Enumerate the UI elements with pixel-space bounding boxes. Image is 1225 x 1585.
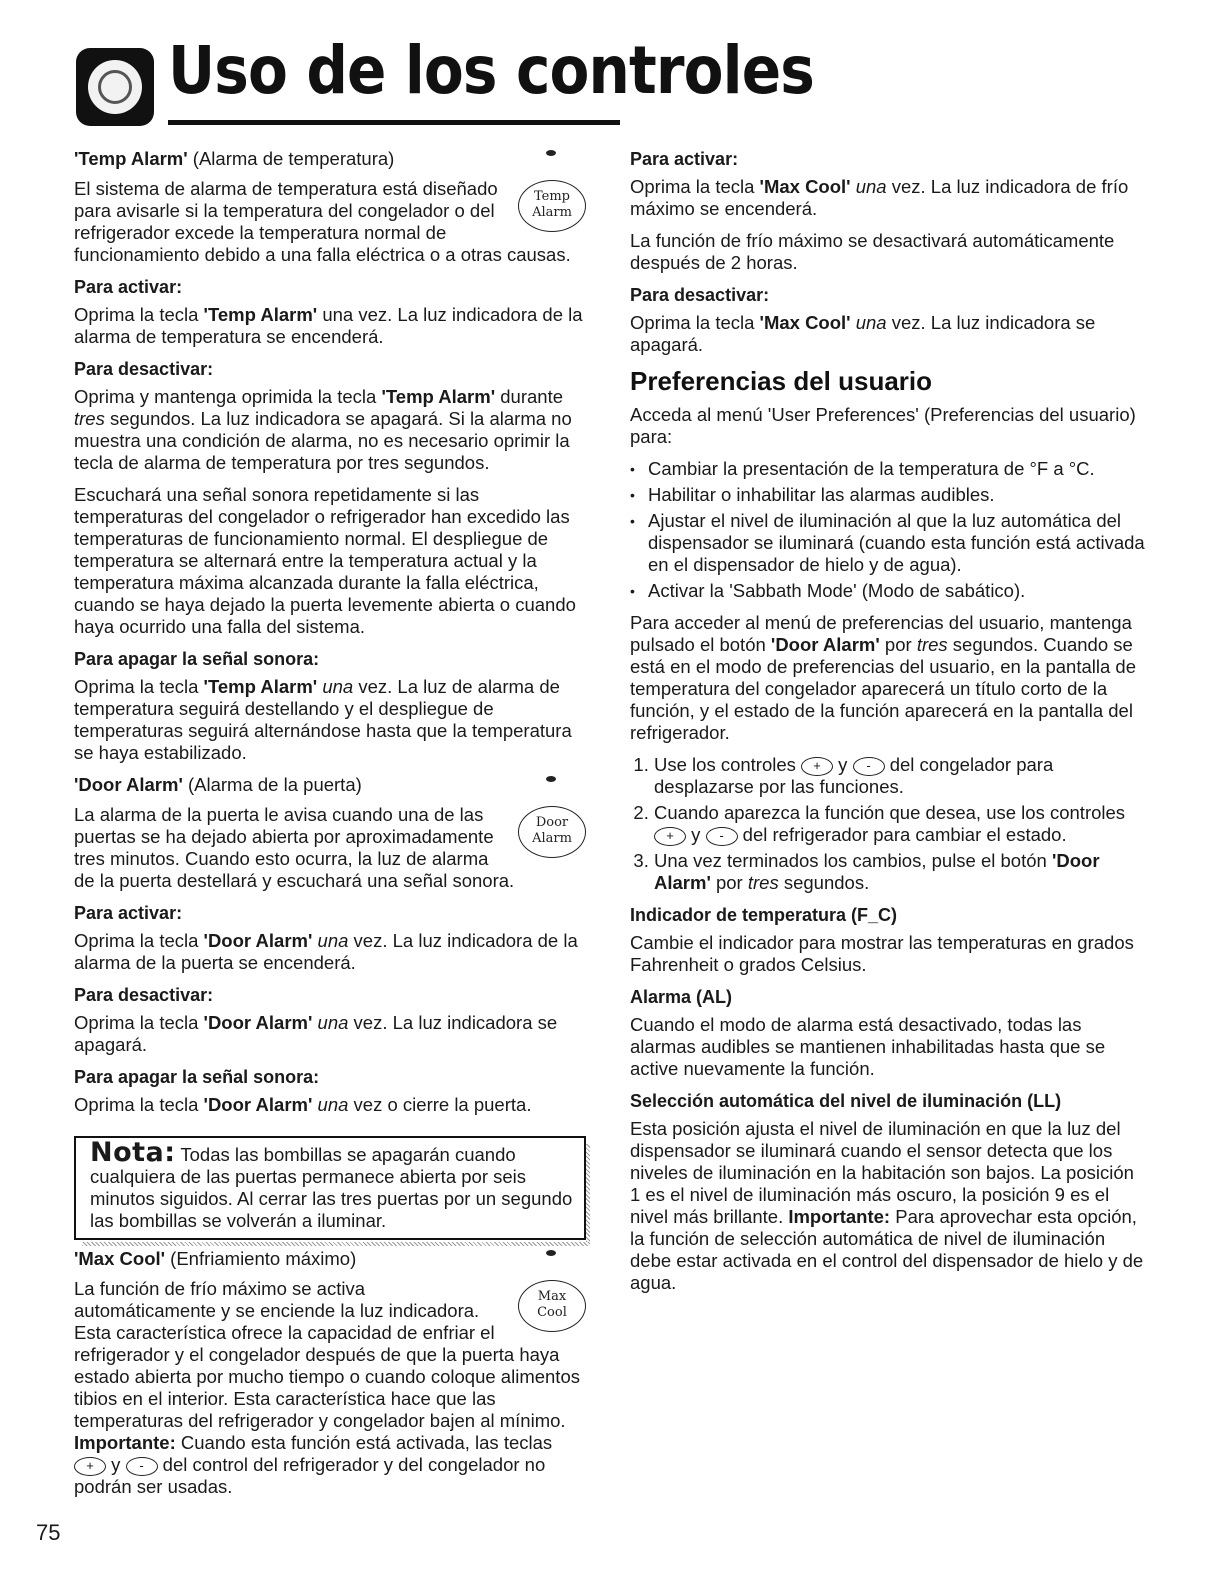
bullet-dot-icon (546, 776, 556, 782)
list-item: • Cambiar la presentación de la temperatura de °F a °C. (630, 458, 1146, 480)
temp-alarm-beep-text: Escuchará una señal sonora repetidamente si las temperaturas del congelador o refrigerador han excedido las temperaturas de funcionamiento normal. El despliegue de temperatura se alternará entre la temperatura actual y la temperatura máxima alcanzada durante la falla eléctrica, cuando se haya dejado la puerta levemente abierta o cuando haya ocurrido una falla del sistema. (74, 484, 576, 637)
list-item: 1. Use los controles + y - del congelador para desplazarse por las funciones. (654, 754, 1146, 798)
max-cool-activate-heading: Para activar: (630, 149, 739, 169)
user-preferences-intro: Acceda al menú 'User Preferences' (Preferencias del usuario) para: (630, 404, 1136, 447)
light-level-heading: Selección automática del nivel de iluminación (LL) (630, 1091, 1062, 1111)
door-alarm-silence-heading: Para apagar la señal sonora: (74, 1067, 320, 1087)
bullet-dot-icon (546, 1250, 556, 1256)
max-cool-activate-text: Oprima la tecla 'Max Cool' una vez. La luz indicadora de frío máximo se encenderá. (630, 176, 1129, 219)
user-preferences-access-text: Para acceder al menú de preferencias del usuario, mantenga pulsado el botón 'Door Alarm' por tres segundos. Cuando se está en el modo de preferencias del usuario, en la pantalla de temperatura del congelador aparecerá un título corto de la función, y el estado de la función aparecerá en la pantalla del refrigerador. (630, 612, 1137, 743)
note-box (74, 1136, 586, 1240)
page-number: 75 (36, 1520, 61, 1545)
temp-alarm-key-icon: Temp Alarm (518, 180, 586, 232)
user-preferences-title: Preferencias del usuario (630, 366, 933, 396)
right-column (630, 148, 1146, 1304)
max-cool-heading: 'Max Cool' (Enfriamiento máximo) (74, 1248, 586, 1270)
temp-alarm-activate-heading: Para activar: (74, 277, 183, 297)
page-title: Uso de los controles (168, 32, 814, 109)
door-alarm-deactivate-heading: Para desactivar: (74, 985, 214, 1005)
door-alarm-activate-text: Oprima la tecla 'Door Alarm' una vez. La luz indicadora de la alarma de la puerta se encenderá. (74, 930, 578, 973)
door-alarm-heading: 'Door Alarm' (Alarma de la puerta) (74, 774, 586, 796)
list-item: • Activar la 'Sabbath Mode' (Modo de sabático). (630, 580, 1146, 602)
door-alarm-activate-heading: Para activar: (74, 903, 183, 923)
plus-key-icon: + (74, 1457, 106, 1476)
temp-alarm-silence-text: Oprima la tecla 'Temp Alarm' una vez. La luz de alarma de temperatura seguirá destellando y el despliegue de temperaturas seguirá alternándose hasta que la temperatura se haya estabilizado. (74, 676, 572, 763)
control-dial-icon (76, 48, 154, 126)
note-text: Nota: Todas las bombillas se apagarán cuando cualquiera de las puertas permanece abierta por seis minutos siguidos. Al cerrar las tres puertas por un segundo las bombillas se volverán a iluminar. (90, 1137, 573, 1231)
temp-alarm-silence-heading: Para apagar la señal sonora: (74, 649, 320, 669)
list-item: • Habilitar o inhabilitar las alarmas audibles. (630, 484, 1146, 506)
user-preferences-steps (630, 754, 1146, 894)
temperature-indicator-text: Cambie el indicador para mostrar las temperaturas en grados Fahrenheit o grados Celsius. (630, 932, 1134, 975)
door-alarm-silence-text: Oprima la tecla 'Door Alarm' una vez o cierre la puerta. (74, 1094, 532, 1115)
title-underline (168, 120, 620, 125)
max-cool-key-icon: Max Cool (518, 1280, 586, 1332)
plus-key-icon: + (801, 757, 833, 776)
light-level-text: Esta posición ajusta el nivel de iluminación en que la luz del dispensador se iluminará cuando el sensor detecta que los niveles de iluminación en la habitación son bajos. La posición 1 es el nivel de iluminación más oscuro, la posición 9 es el nivel más brillante. Importante: Para aprovechar esta opción, la función de selección automática de nivel de iluminación debe estar activada en el control del dispensador de hielo y de agua. (630, 1118, 1144, 1293)
list-item: 3. Una vez terminados los cambios, pulse el botón 'Door Alarm' por tres segundos. (654, 850, 1146, 894)
temp-alarm-activate-text: Oprima la tecla 'Temp Alarm' una vez. La luz indicadora de la alarma de temperatura se encenderá. (74, 304, 583, 347)
minus-key-icon: - (706, 827, 738, 846)
user-preferences-list (630, 458, 1146, 602)
alarm-heading: Alarma (AL) (630, 987, 733, 1007)
temp-alarm-heading: 'Temp Alarm' (Alarma de temperatura) (74, 148, 586, 170)
max-cool-intro: La función de frío máximo se activa automáticamente y se enciende la luz indicadora. Esta característica ofrece la capacidad de enfriar el refrigerador y el congelador después de que la puerta haya estado abierta por mucho tiempo o cuando coloque alimentos tibios en el interior. Esta característica hace que las temperaturas del refrigerador y congelador bajen al mínimo. Importante: Cuando esta función está activada, las teclas + y - del control del refrigerador y del congelador no podrán ser usadas. (74, 1278, 580, 1497)
door-alarm-intro: La alarma de la puerta le avisa cuando una de las puertas se ha dejado abierta por aproximadamente tres minutos. Cuando esto ocurra, la luz de alarma de la puerta destellará y escuchará una señal sonora. (74, 804, 515, 891)
minus-key-icon: - (126, 1457, 158, 1476)
list-item: 2. Cuando aparezca la función que desea, use los controles + y - del refrigerador para cambiar el estado. (654, 802, 1146, 846)
max-cool-auto-off-text: La función de frío máximo se desactivará automáticamente después de 2 horas. (630, 230, 1115, 273)
temperature-indicator-heading: Indicador de temperatura (F_C) (630, 905, 898, 925)
minus-key-icon: - (853, 757, 885, 776)
temp-alarm-deactivate-text: Oprima y mantenga oprimida la tecla 'Temp Alarm' durante tres segundos. La luz indicadora se apagará. Si la alarma no muestra una condición de alarma, no es necesario oprimir la tecla de alarma de temperatura por tres segundos. (74, 386, 572, 473)
bullet-dot-icon (546, 150, 556, 156)
max-cool-deactivate-heading: Para desactivar: (630, 285, 770, 305)
list-item: • Ajustar el nivel de iluminación al que la luz automática del dispensador se iluminará (cuando esta función está activada en el dispensador de hielo y de agua). (630, 510, 1146, 576)
temp-alarm-deactivate-heading: Para desactivar: (74, 359, 214, 379)
door-alarm-deactivate-text: Oprima la tecla 'Door Alarm' una vez. La luz indicadora se apagará. (74, 1012, 558, 1055)
left-column (74, 148, 586, 1508)
plus-key-icon: + (654, 827, 686, 846)
temp-alarm-intro: El sistema de alarma de temperatura está diseñado para avisarle si la temperatura del congelador o del refrigerador excede la temperatura normal de funcionamiento debido a una falla eléctrica o a otras causas. (74, 178, 571, 265)
door-alarm-key-icon: Door Alarm (518, 806, 586, 858)
max-cool-deactivate-text: Oprima la tecla 'Max Cool' una vez. La luz indicadora se apagará. (630, 312, 1096, 355)
alarm-text: Cuando el modo de alarma está desactivado, todas las alarmas audibles se mantienen inhabilitadas hasta que se active nuevamente la función. (630, 1014, 1106, 1079)
